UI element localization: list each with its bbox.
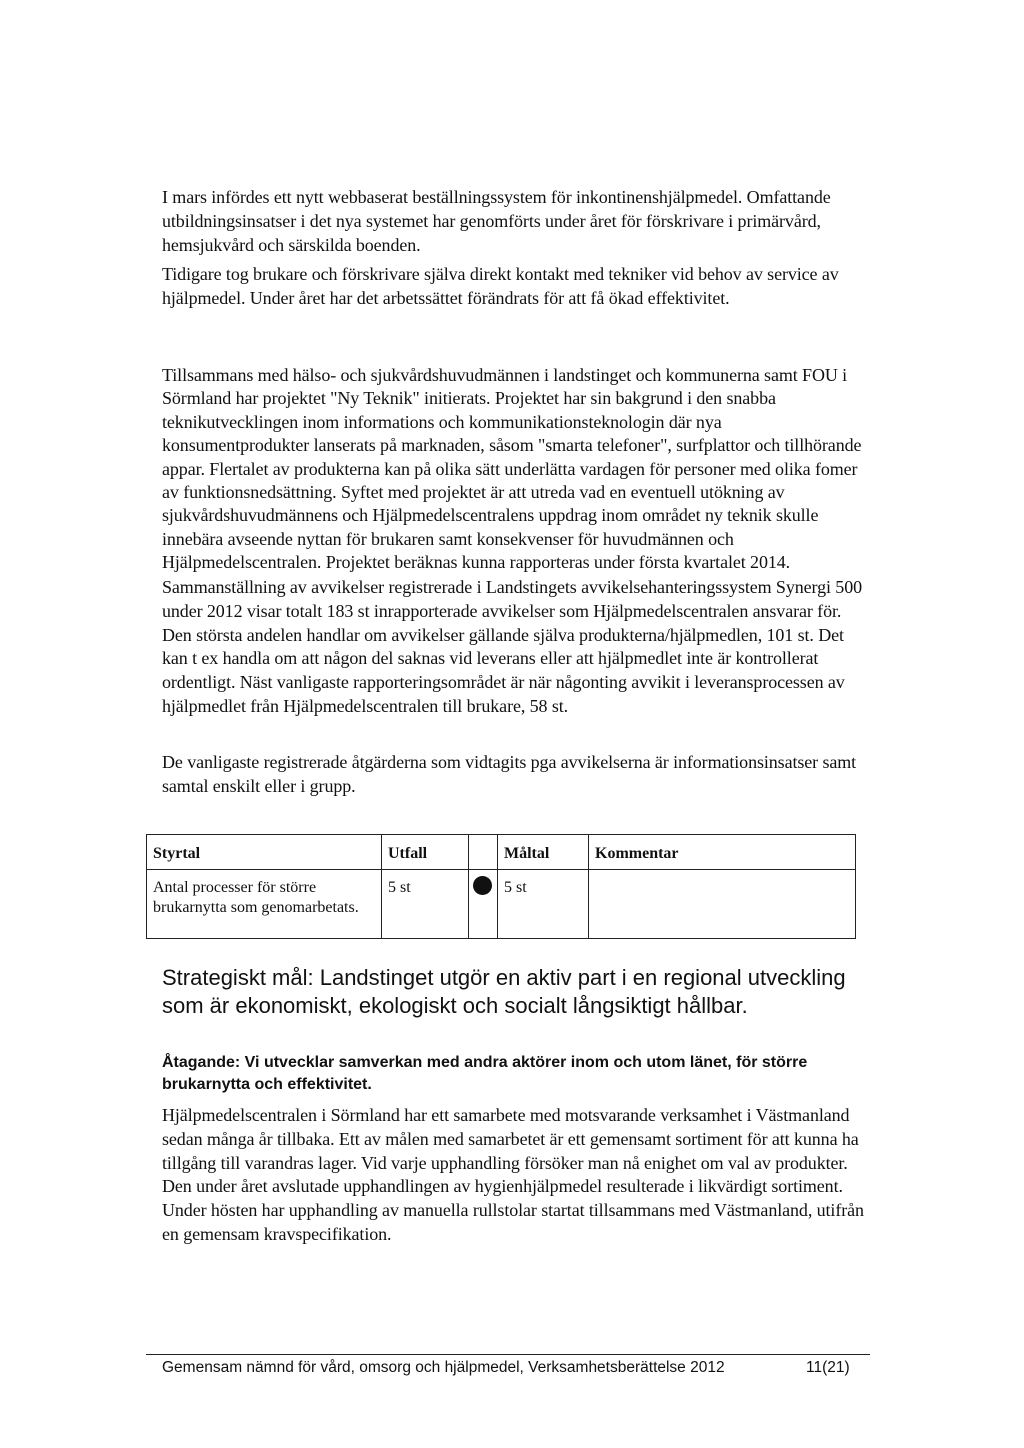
cell-kommentar bbox=[589, 870, 856, 939]
paragraph-service-hjalpmedel: Tidigare tog brukare och förskrivare själva direkt kontakt med tekniker vid behov av service av hjälpmedel. Under året har det arbetssättet förändrats för att få ökad effektivitet. bbox=[162, 264, 839, 308]
footer-title: Gemensam nämnd för vård, omsorg och hjälpmedel, Verksamhetsberättelse 2012 bbox=[162, 1359, 725, 1376]
paragraph-samarbete-vastmanland: Hjälpmedelscentralen i Sörmland har ett samarbete med motsvarande verksamhet i Västmanland sedan många år tillbaka. Ett av målen med samarbetet är ett gemensamt sortiment för att kunna ha tillgång till varandras lager. Vid varje upphandling försöker man nå enighet om val av produkter. Den under året avslutade upphandlingen av hygienhjälpmedel resulterade i likvärdigt sortiment. Under hösten har upphandling av manuella rullstolar startat tillsammans med Västmanland, utifrån en gemensam kravspecifikation. bbox=[162, 1105, 864, 1244]
paragraph-atgarder: De vanligaste registrerade åtgärderna som vidtagits pga avvikelserna är informationsinsatser samt samtal enskilt eller i grupp. bbox=[162, 752, 857, 796]
strategic-goal-heading: Strategiskt mål: Landstinget utgör en aktiv part i en regional utveckling som är ekonomiskt, ekologiskt och socialt långsiktigt hållbar. bbox=[162, 965, 846, 1018]
cell-utfall-text: 5 st bbox=[388, 879, 411, 896]
cell-status bbox=[469, 870, 498, 939]
header-maltal-label: Måltal bbox=[504, 845, 550, 862]
paragraph-avvikelser: Sammanställning av avvikelser registrerade i Landstingets avvikelsehanteringssystem Synergi 500 under 2012 visar totalt 183 st inrapporterade avvikelser som Hjälpmedelscentralen ansvarar för. Den största andelen handlar om avvikelser gällande själva produkterna/hjälpmedlen, 101 st. Det kan t ex handla om att någon del saknas vid leverans eller att hjälpmedlet inte är kontrollerat ordentligt. Näst vanligaste rapporteringsområdet är när någonting avvikit i leveransprocessen av hjälpmedlet från Hjälpmedelscentralen till brukare, 58 st. bbox=[162, 577, 863, 716]
cell-kommentar-text bbox=[589, 870, 855, 878]
table-row bbox=[147, 870, 856, 939]
commitment-heading: Åtagande: Vi utvecklar samverkan med andra aktörer inom och utom länet, för större brukarnytta och effektivitet. bbox=[162, 1054, 808, 1093]
header-utfall-label: Utfall bbox=[388, 845, 428, 862]
table-header-row bbox=[147, 835, 856, 870]
paragraph-webbaserat-system: I mars infördes ett nytt webbaserat beställningssystem för inkontinenshjälpmedel. Omfattande utbildningsinsatser i det nya systemet har genomförts under året för förskrivare i primärvård, hemsjukvård och särskilda boenden. bbox=[162, 187, 831, 255]
cell-maltal bbox=[498, 870, 589, 939]
cell-maltal-text: 5 st bbox=[504, 879, 527, 896]
header-kommentar bbox=[589, 835, 856, 870]
cell-utfall bbox=[382, 870, 469, 939]
header-styrtal-label: Styrtal bbox=[153, 845, 201, 862]
footer-rule bbox=[146, 1354, 870, 1355]
header-status bbox=[469, 835, 498, 870]
header-kommentar-label: Kommentar bbox=[595, 845, 679, 862]
header-utfall bbox=[382, 835, 469, 870]
footer-page-number: 11(21) bbox=[806, 1359, 850, 1376]
status-dot-icon bbox=[473, 876, 492, 895]
cell-styrtal-text: Antal processer för större brukarnytta som genomarbetats. bbox=[153, 879, 359, 916]
styrtal-table bbox=[146, 834, 856, 939]
paragraph-ny-teknik: Tillsammans med hälso- och sjukvårdshuvudmännen i landstinget och kommunerna samt FOU i Sörmland har projektet "Ny Teknik" initierats. Projektet har sin bakgrund i den snabba teknikutvecklingen inom informations och kommunikationsteknologin där nya konsumentprodukter lanserats på marknaden, såsom "smarta telefoner", surfplattor och tillhörande appar. Flertalet av produkterna kan på olika sätt underlätta vardagen för personer med olika fomer av funktionsnedsättning. Syftet med projektet är att utreda vad en eventuell utökning av sjukvårdshuvudmännens och Hjälpmedelscentralens uppdrag inom området ny teknik skulle innebära avseende nyttan för brukaren samt konsekvenser för huvudmännen och Hjälpmedelscentralen. Projektet beräknas kunna rapporteras under första kvartalet 2014. bbox=[162, 365, 862, 573]
header-styrtal bbox=[147, 835, 382, 870]
cell-styrtal bbox=[147, 870, 382, 939]
header-maltal bbox=[498, 835, 589, 870]
